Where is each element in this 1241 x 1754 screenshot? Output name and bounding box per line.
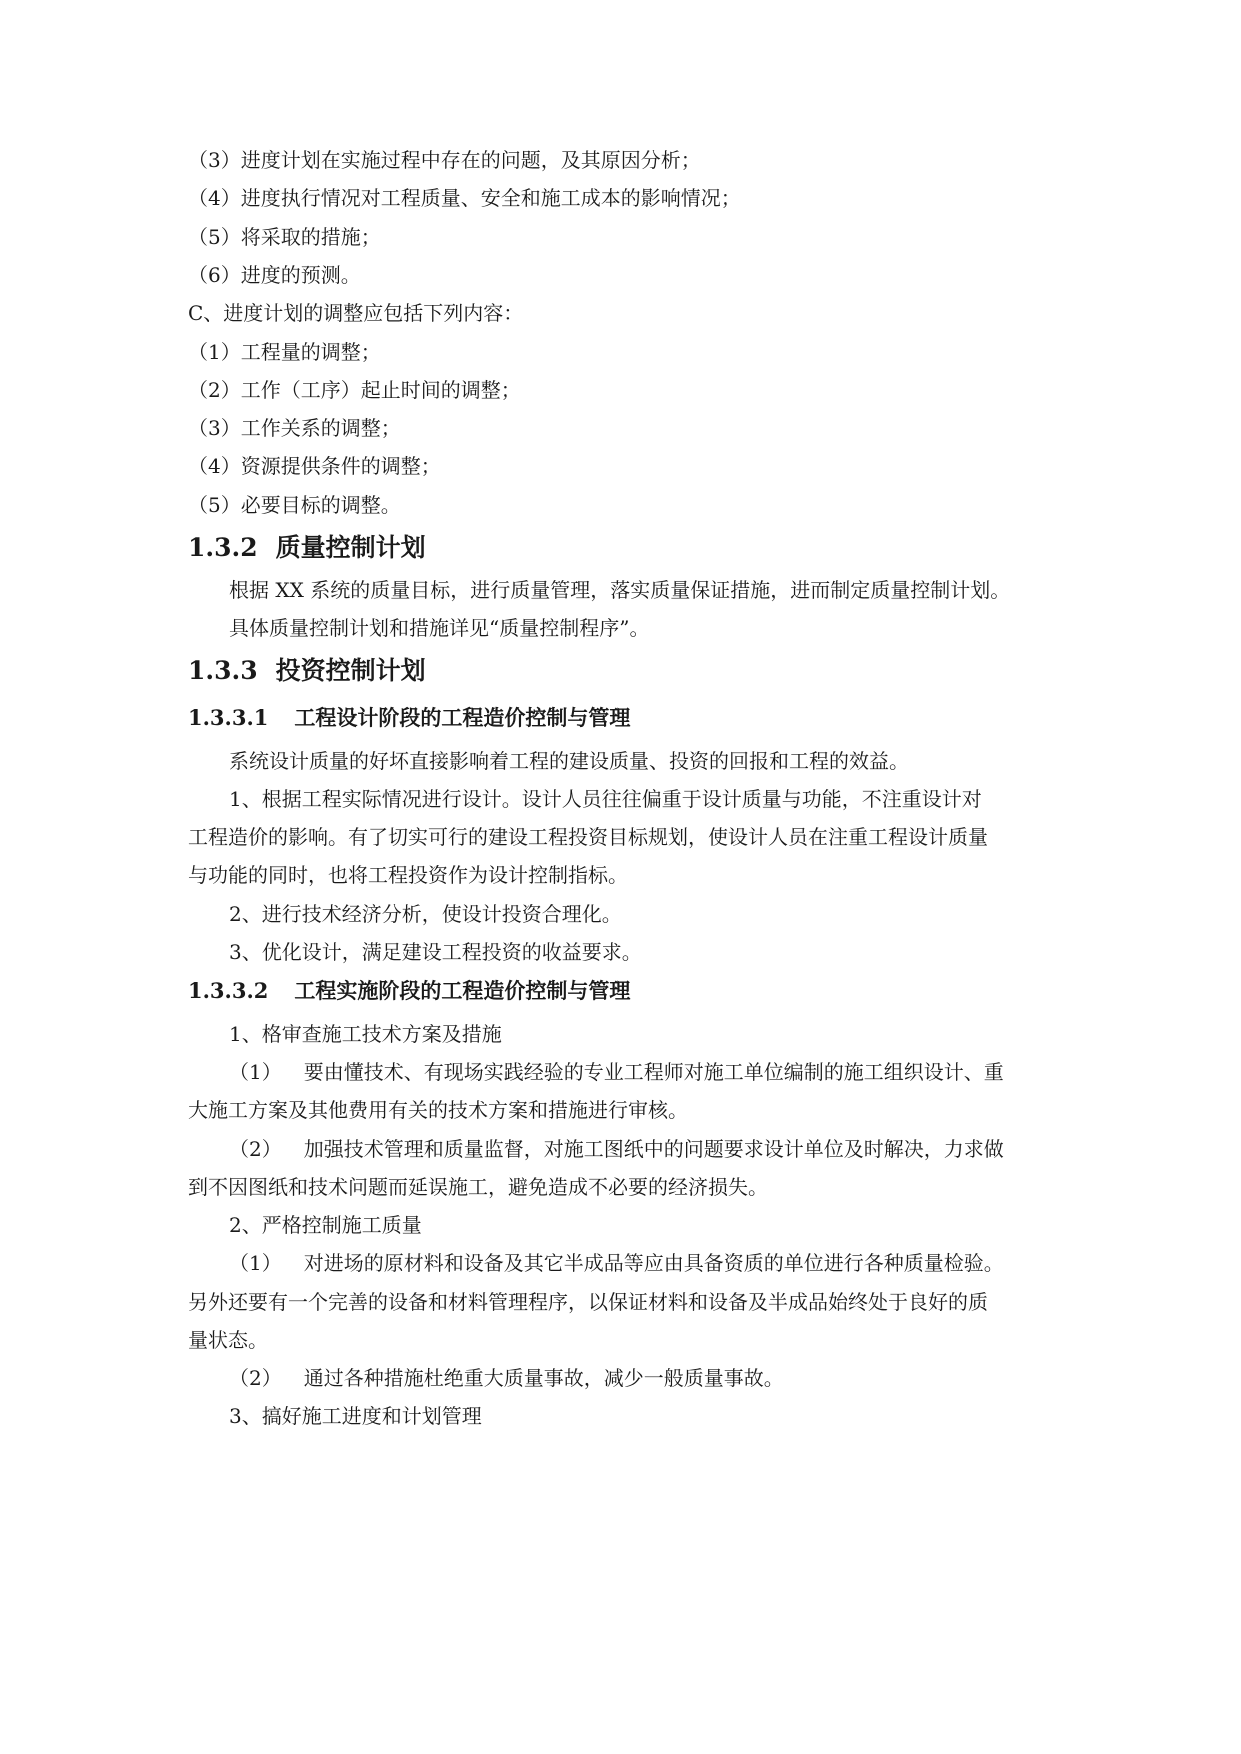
- adjustment-item-3: （3）工作关系的调整；: [188, 416, 401, 440]
- heading-1-3-3: [188, 656, 426, 686]
- impl-item-1-2-line-1: [229, 1137, 1004, 1161]
- design-item-1-line-2: 工程造价的影响。有了切实可行的建设工程投资目标规划，使设计人员在注重工程设计质量: [188, 825, 988, 849]
- heading-title: 投资控制计划: [275, 656, 426, 685]
- heading-number: 1.3.2: [188, 533, 258, 562]
- sub-item-number: （1）: [229, 1251, 282, 1275]
- adjustment-item-5: （5）必要目标的调整。: [188, 493, 401, 517]
- impl-item-2: 2、严格控制施工质量: [229, 1213, 422, 1237]
- impl-item-1-2-line-2: 到不因图纸和技术问题而延误施工，避免造成不必要的经济损失。: [188, 1175, 768, 1199]
- design-item-3: 3、优化设计，满足建设工程投资的收益要求。: [229, 940, 642, 964]
- heading-title: 质量控制计划: [275, 533, 426, 562]
- impl-item-2-1-line-2: 另外还要有一个完善的设备和材料管理程序，以保证材料和设备及半成品始终处于良好的质: [188, 1290, 988, 1314]
- heading-number: 1.3.3.2: [188, 978, 269, 1003]
- sub-item-text: 对进场的原材料和设备及其它半成品等应由具备资质的单位进行各种质量检验。: [303, 1251, 1004, 1275]
- design-item-1-line-1: 1、根据工程实际情况进行设计。设计人员往往偏重于设计质量与功能，不注重设计对: [229, 787, 982, 811]
- heading-1-3-3-2: [188, 978, 630, 1004]
- quality-paragraph-1: 根据 XX 系统的质量目标，进行质量管理，落实质量保证措施，进而制定质量控制计划。: [229, 578, 1011, 602]
- quality-paragraph-2: 具体质量控制计划和措施详见“质量控制程序”。: [229, 616, 650, 640]
- sub-item-text: 通过各种措施杜绝重大质量事故，减少一般质量事故。: [303, 1366, 784, 1390]
- adjustment-item-2: （2）工作（工序）起止时间的调整；: [188, 378, 521, 402]
- heading-number: 1.3.3.1: [188, 705, 269, 730]
- progress-item-5: （5）将采取的措施；: [188, 225, 381, 249]
- sub-item-number: （2）: [229, 1366, 282, 1390]
- adjustment-intro: C、进度计划的调整应包括下列内容：: [188, 301, 524, 325]
- sub-item-text: 要由懂技术、有现场实践经验的专业工程师对施工单位编制的施工组织设计、重: [303, 1060, 1004, 1084]
- impl-item-1-1-line-1: [229, 1060, 1004, 1084]
- impl-item-2-2-line-1: [229, 1366, 784, 1390]
- heading-1-3-2: [188, 533, 426, 563]
- heading-title: 工程设计阶段的工程造价控制与管理: [294, 705, 631, 730]
- adjustment-item-1: （1）工程量的调整；: [188, 340, 381, 364]
- impl-item-1-1-line-2: 大施工方案及其他费用有关的技术方案和措施进行审核。: [188, 1098, 688, 1122]
- design-intro: 系统设计质量的好坏直接影响着工程的建设质量、投资的回报和工程的效益。: [229, 749, 909, 773]
- impl-item-1: 1、格审查施工技术方案及措施: [229, 1022, 502, 1046]
- adjustment-item-4: （4）资源提供条件的调整；: [188, 454, 441, 478]
- progress-item-3: （3）进度计划在实施过程中存在的问题，及其原因分析；: [188, 148, 701, 172]
- sub-item-number: （2）: [229, 1137, 282, 1161]
- impl-item-3: 3、搞好施工进度和计划管理: [229, 1404, 482, 1428]
- impl-item-2-1-line-3: 量状态。: [188, 1328, 268, 1352]
- design-item-1-line-3: 与功能的同时，也将工程投资作为设计控制指标。: [188, 863, 628, 887]
- sub-item-number: （1）: [229, 1060, 282, 1084]
- progress-item-4: （4）进度执行情况对工程质量、安全和施工成本的影响情况；: [188, 186, 741, 210]
- heading-1-3-3-1: [188, 705, 630, 731]
- heading-title: 工程实施阶段的工程造价控制与管理: [294, 978, 631, 1003]
- progress-item-6: （6）进度的预测。: [188, 263, 361, 287]
- impl-item-2-1-line-1: [229, 1251, 1004, 1275]
- heading-number: 1.3.3: [188, 656, 258, 685]
- sub-item-text: 加强技术管理和质量监督，对施工图纸中的问题要求设计单位及时解决，力求做: [303, 1137, 1004, 1161]
- design-item-2: 2、进行技术经济分析，使设计投资合理化。: [229, 902, 622, 926]
